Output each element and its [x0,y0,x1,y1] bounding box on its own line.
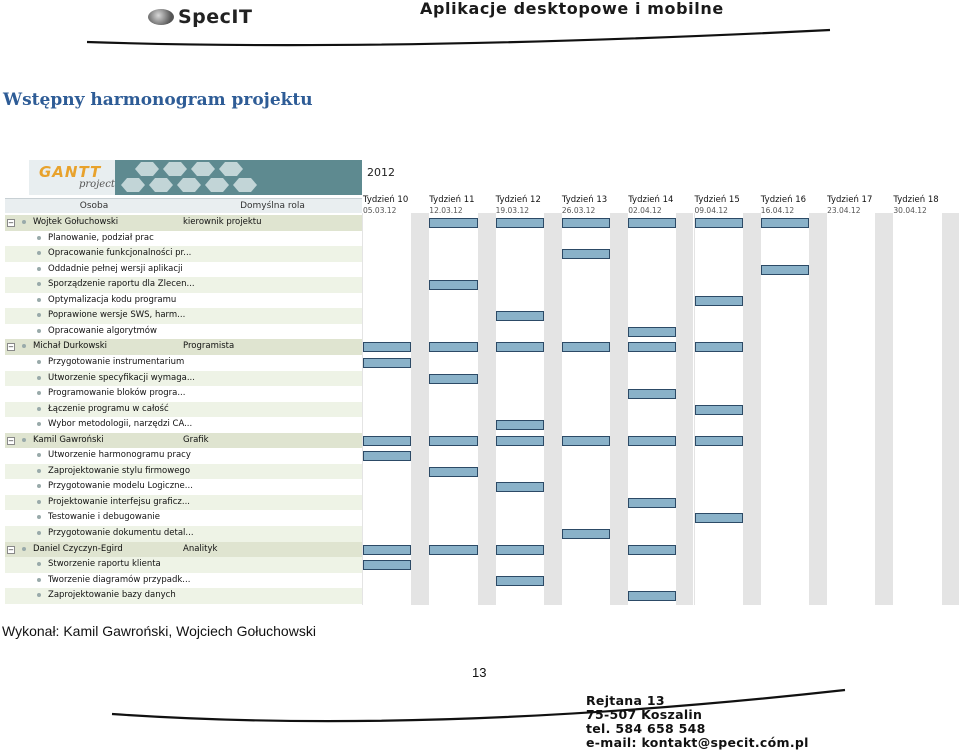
task-name: Przygotowanie instrumentarium [48,356,185,367]
task-bullet-icon [37,236,41,240]
gantt-bar[interactable] [562,249,610,259]
task-bullet-icon [37,376,41,380]
gantt-bar[interactable] [363,436,411,446]
gantt-bar[interactable] [628,389,676,399]
task-bullet-icon [37,453,41,457]
gantt-bar[interactable] [496,576,544,586]
gantt-bar[interactable] [429,374,477,384]
week-label: Tydzień 11 [429,195,475,205]
task-bullet-icon [37,298,41,302]
gantt-chart [5,160,959,605]
contact-phone: tel. 584 658 548 [586,721,706,736]
week-date: 12.03.12 [429,206,463,215]
gantt-group-row[interactable] [5,433,362,449]
header-swoosh [85,20,835,50]
task-name: Przygotowanie dokumentu detal... [48,528,194,538]
gantt-bar[interactable] [628,218,676,228]
gantt-bar[interactable] [363,342,411,352]
gantt-bar[interactable] [761,265,809,275]
gantt-bar[interactable] [695,218,743,228]
task-bullet-icon [37,267,41,271]
gantt-bar[interactable] [628,327,676,337]
person-role: Grafik [183,434,209,445]
gantt-bar[interactable] [628,342,676,352]
week-column-workdays [562,213,610,605]
gantt-task-row[interactable] [5,448,362,464]
col-role-header: Domyślna rola [183,198,362,213]
task-name: Zaprojektowanie bazy danych [48,590,176,601]
week-date: 05.03.12 [363,206,397,215]
gantt-bar[interactable] [496,482,544,492]
person-role: Programista [183,341,235,352]
gantt-task-row[interactable] [5,417,362,433]
week-date: 02.04.12 [628,206,662,215]
week-date: 09.04.12 [694,206,728,215]
week-date: 23.04.12 [827,206,861,215]
week-label: Tydzień 17 [827,195,873,205]
gantt-task-row[interactable] [5,293,362,309]
task-name: Opracowanie algorytmów [48,325,157,336]
task-bullet-icon [37,282,41,286]
task-bullet-icon [37,469,41,473]
footer-swoosh [110,684,850,734]
task-name: Projektowanie interfejsu graficz... [48,496,190,507]
gantt-task-row[interactable] [5,464,362,480]
collapse-toggle-icon[interactable]: − [8,436,14,445]
person-name: Daniel Czyczyn-Egird [33,543,123,554]
week-label: Tydzień 14 [628,195,674,205]
task-name: Utworzenie harmonogramu pracy [48,450,191,461]
task-name: Sporządzenie raportu dla Zlecen... [48,279,195,290]
person-bullet-icon [22,438,26,442]
gantt-bar[interactable] [695,436,743,446]
gantt-bar[interactable] [363,560,411,570]
gantt-bar[interactable] [496,545,544,555]
contact-email: e-mail: kontakt@specit.cóm.pl [586,735,809,750]
year-label: 2012 [367,166,395,179]
week-label: Tydzień 13 [561,195,608,205]
gantt-bar[interactable] [363,545,411,555]
person-name: Wojtek Gołuchowski [33,217,119,227]
task-bullet-icon [37,329,41,333]
gantt-group-row[interactable] [5,542,362,558]
gantt-group-row[interactable] [5,215,362,231]
gantt-bar[interactable] [429,467,477,477]
collapse-toggle-icon[interactable]: − [8,343,14,352]
gantt-bar[interactable] [496,436,544,446]
week-date: 30.04.12 [893,206,927,215]
gantt-bar[interactable] [628,498,676,508]
gantt-bar[interactable] [695,296,743,306]
gantt-task-row[interactable] [5,355,362,371]
task-bullet-icon [37,531,41,535]
page-number: 13 [472,665,487,680]
week-column-workdays [893,213,941,605]
week-date: 16.04.12 [760,206,795,215]
task-bullet-icon [37,500,41,504]
gantt-task-row[interactable] [5,526,362,542]
person-role: kierownik projektu [183,217,262,227]
collapse-toggle-icon[interactable]: − [8,545,14,554]
gantt-bar[interactable] [429,545,477,555]
gantt-bar[interactable] [562,342,610,352]
gantt-bar[interactable] [496,342,544,352]
gantt-bar[interactable] [429,280,477,290]
col-person-header: Osoba [5,198,183,213]
gantt-bar[interactable] [628,545,676,555]
task-name: Opracowanie funkcjonalności pr... [48,248,192,259]
task-name: Optymalizacja kodu programu [48,294,177,305]
person-bullet-icon [22,220,26,224]
person-bullet-icon [22,344,26,348]
gantt-bar[interactable] [562,436,610,446]
task-bullet-icon [37,593,41,597]
week-label: Tydzień 15 [694,195,740,205]
task-name: Zaprojektowanie stylu firmowego [48,465,191,476]
gantt-task-row[interactable] [5,308,362,324]
gantt-task-row[interactable] [5,573,362,589]
task-bullet-icon [37,251,41,255]
week-date: 26.03.12 [561,206,596,215]
gantt-task-row[interactable] [5,510,362,526]
task-name: Tworzenie diagramów przypadk... [48,574,191,585]
gantt-logo-text: GANTT [39,163,102,181]
week-label: Tydzień 16 [760,195,807,205]
task-name: Łączenie programu w całość [48,403,169,414]
task-name: Wybor metodologii, narzędzi CA... [48,419,193,430]
page-title: Wstępny harmonogram projektu [3,90,313,110]
gantt-bar[interactable] [695,513,743,523]
task-name: Przygotowanie modelu Logiczne... [48,481,193,492]
gantt-bar[interactable] [562,529,610,539]
task-bullet-icon [37,407,41,411]
authors-line: Wykonał: Kamil Gawroński, Wojciech Gołuchowski [2,623,316,639]
gantt-bar[interactable] [429,342,477,352]
gantt-bar[interactable] [562,218,610,228]
task-bullet-icon [37,360,41,364]
week-date: 19.03.12 [495,206,529,215]
gantt-task-row[interactable] [5,495,362,511]
task-name: Utworzenie specyfikacji wymaga... [48,372,195,383]
gantt-bar[interactable] [628,436,676,446]
task-name: Planowanie, podział prac [48,232,154,243]
gantt-task-row[interactable] [5,402,362,418]
gantt-bar[interactable] [761,218,809,228]
task-name: Poprawione wersje SWS, harm... [48,310,186,321]
task-name: Oddadnie pełnej wersji aplikacji [48,263,183,274]
gantt-bar[interactable] [496,311,544,321]
gantt-bar[interactable] [429,218,477,228]
task-bullet-icon [37,578,41,582]
gantt-bar[interactable] [363,358,411,368]
header-tagline: Aplikacje desktopowe i mobilne [420,0,724,18]
task-name: Programowanie bloków progra... [48,388,186,399]
gantt-bar[interactable] [429,436,477,446]
gantt-bar[interactable] [628,591,676,601]
task-bullet-icon [37,515,41,519]
week-label: Tydzień 10 [363,195,409,205]
collapse-toggle-icon[interactable]: − [8,219,14,227]
gantt-task-row[interactable] [5,557,362,573]
contact-address: Rejtana 13 [586,693,665,708]
task-bullet-icon [37,422,41,426]
gantt-bar[interactable] [363,451,411,461]
person-name: Michał Durkowski [33,341,107,352]
contact-city: 75-507 Koszalin [586,707,703,722]
week-column-workdays [827,213,875,605]
gantt-task-row[interactable] [5,371,362,387]
gantt-bar[interactable] [695,342,743,352]
gantt-logo-sub: project [79,179,115,190]
task-bullet-icon [37,313,41,317]
week-label: Tydzień 12 [495,195,541,205]
task-bullet-icon [37,562,41,566]
task-name: Stworzenie raportu klienta [48,559,161,570]
person-bullet-icon [22,547,26,551]
gantt-task-row[interactable] [5,231,362,247]
task-name: Testowanie i debugowanie [48,512,160,523]
gantt-task-row[interactable] [5,386,362,402]
gantt-task-row[interactable] [5,324,362,340]
person-name: Kamil Gawroński [33,434,104,445]
gantt-bar[interactable] [496,218,544,228]
gantt-task-row[interactable] [5,246,362,262]
task-bullet-icon [37,484,41,488]
gantt-task-row[interactable] [5,262,362,278]
week-label: Tydzień 18 [893,195,939,205]
gantt-bar[interactable] [496,420,544,430]
person-role: Analityk [183,543,218,554]
task-bullet-icon [37,391,41,395]
gantt-bar[interactable] [695,405,743,415]
logo-text: SpecIT [178,6,253,28]
gantt-task-row[interactable] [5,479,362,495]
gantt-task-row[interactable] [5,588,362,604]
gantt-task-row[interactable] [5,277,362,293]
gantt-group-row[interactable] [5,339,362,355]
